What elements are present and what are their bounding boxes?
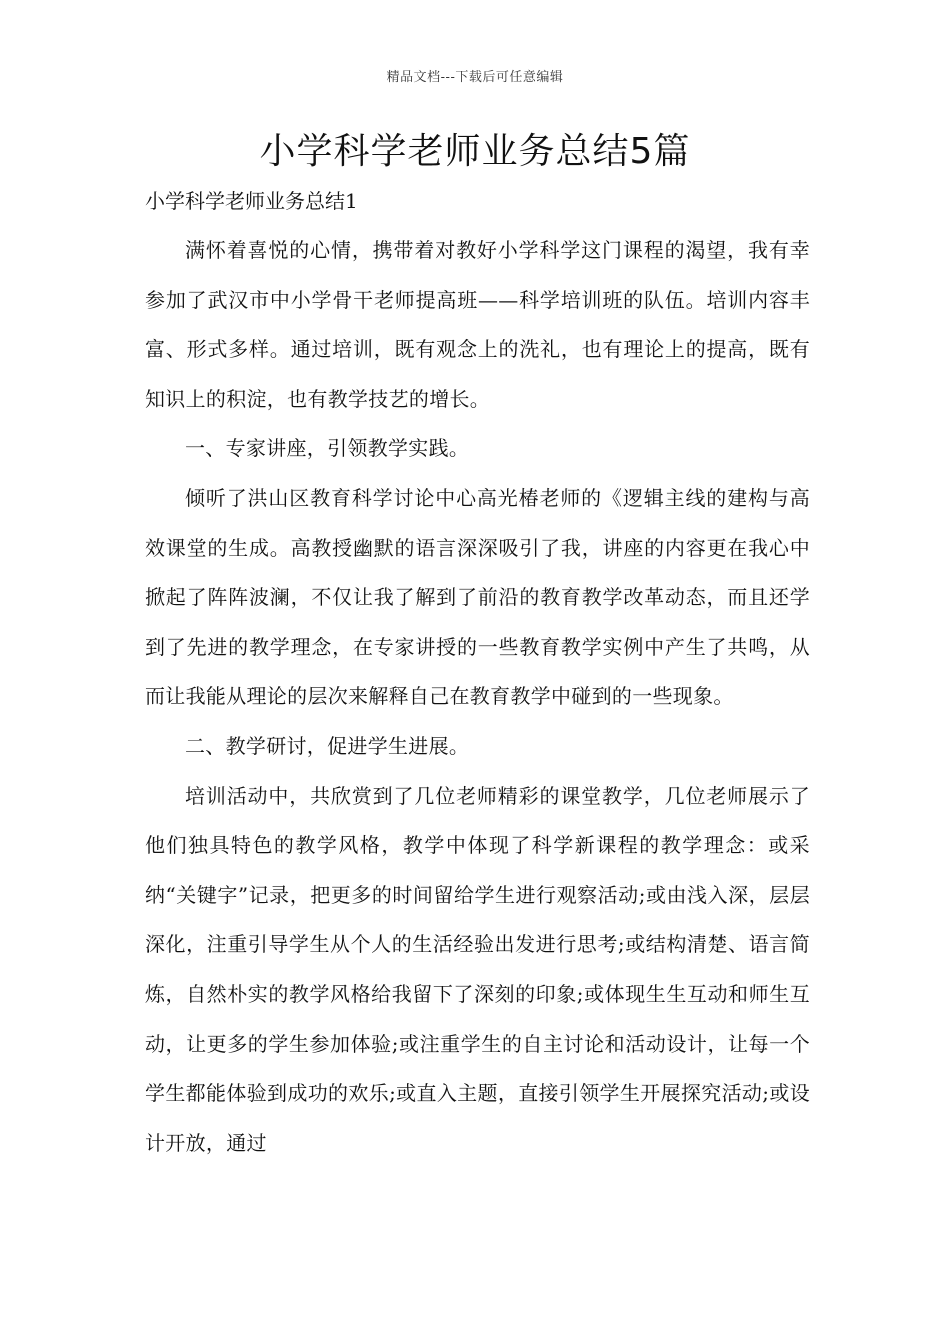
paragraph-intro: 满怀着喜悦的心情，携带着对教好小学科学这门课程的渴望，我有幸参加了武汉市中小学骨干老师提高班——科学培训班的队伍。培训内容丰富、形式多样。通过培训，既有观念上的洗礼，也有理论上的提高，既有知识上的积淀，也有教学技艺的增长。 [145, 238, 810, 411]
section-subtitle: 小学科学老师业务总结1 [145, 189, 358, 213]
section-heading-1: 一、专家讲座，引领教学实践。 [185, 436, 470, 461]
document-body [145, 226, 810, 1168]
paragraph-lecture: 倾听了洪山区教育科学讨论中心高光椿老师的《逻辑主线的建构与高效课堂的生成。高教授幽默的语言深深吸引了我，讲座的内容更在我心中掀起了阵阵波澜，不仅让我了解到了前沿的教育教学改革动态，而且还学到了先进的教学理念，在专家讲授的一些教育教学实例中产生了共鸣，从而让我能从理论的层次来解释自己在教育教学中碰到的一些现象。 [145, 485, 810, 709]
document-title: 小学科学老师业务总结5篇 [259, 131, 691, 172]
section-heading-2: 二、教学研讨，促进学生进展。 [185, 733, 470, 758]
header-note: 精品文档---下载后可任意编辑 [386, 70, 564, 85]
paragraph-research: 培训活动中，共欣赏到了几位老师精彩的课堂教学，几位老师展示了他们独具特色的教学风格，教学中体现了科学新课程的教学理念：或采纳“关键字”记录，把更多的时间留给学生进行观察活动;或由浅入深，层层深化，注重引导学生从个人的生活经验出发进行思考;或结构清楚、语言简炼，自然朴实的教学风格给我留下了深刻的印象;或体现生生互动和师生互动，让更多的学生参加体验;或注重学生的自主讨论和活动设计，让每一个学生都能体验到成功的欢乐;或直入主题，直接引领学生开展探究活动;或设计开放，通过 [145, 783, 810, 1155]
